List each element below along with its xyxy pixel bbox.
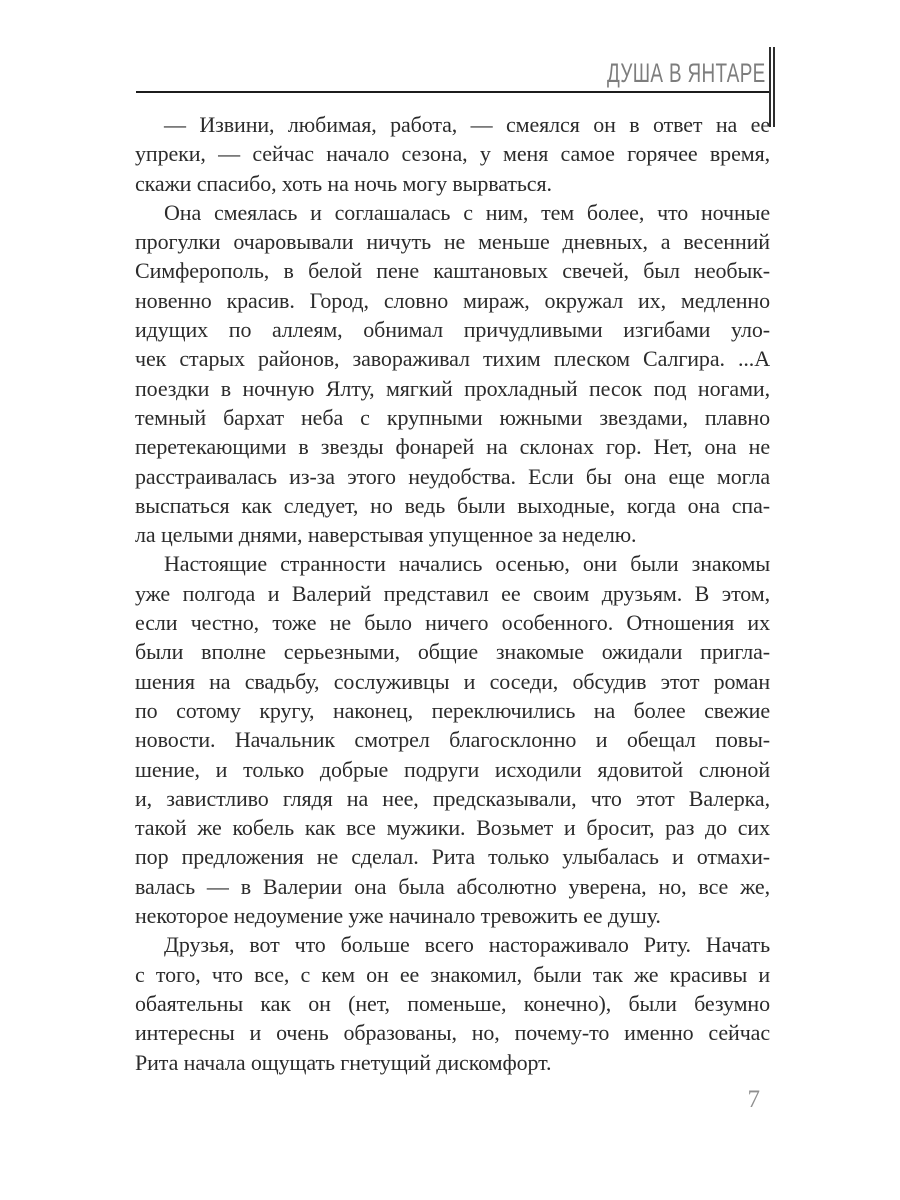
text-line: упреки, — сейчас начало сезона, у меня самое горячее время, <box>135 141 770 167</box>
text-line: Она смеялась и соглашалась с ним, тем более, что ночные <box>164 199 770 225</box>
text-line: интересны и очень образованы, но, почему-то именно сейчас <box>135 1020 770 1046</box>
text-line: поездки в ночную Ялту, мягкий прохладный песок под ногами, <box>135 375 770 401</box>
running-head-title: ДУША В ЯНТАРЕ <box>607 58 766 88</box>
text-line: новенно красив. Город, словно мираж, окружал их, медленно <box>135 287 770 313</box>
text-line: такой же кобель как все мужики. Возьмет и бросит, раз до сих <box>135 815 770 841</box>
paragraph <box>135 110 770 198</box>
text-line: темный бархат неба с крупными южными звездами, плавно <box>135 404 770 430</box>
text-line: некоторое недоумение уже начинало тревожить ее душу. <box>135 903 661 929</box>
text-line: уже полгода и Валерий представил ее своим друзьям. В этом, <box>135 580 770 606</box>
text-line: Настоящие странности начались осенью, они были знакомы <box>164 551 770 577</box>
text-line: по сотому кругу, наконец, переключились на более свежие <box>135 697 770 723</box>
text-body <box>135 110 770 1077</box>
text-line: с того, что все, с кем он ее знакомил, были так же красивы и <box>135 961 770 987</box>
paragraph <box>135 930 770 1076</box>
paragraph <box>135 549 770 930</box>
text-line: перетекающими в звезды фонарей на склонах гор. Нет, она не <box>135 434 770 460</box>
text-line: шение, и только добрые подруги исходили ядовитой слюной <box>135 756 770 782</box>
text-line: выспаться как следует, но ведь были выходные, когда она спа- <box>135 492 770 518</box>
text-line: шения на свадьбу, сослуживцы и соседи, обсудив этот роман <box>135 668 770 694</box>
paragraph <box>135 198 770 550</box>
text-line: идущих по аллеям, обнимал причудливыми изгибами уло- <box>135 317 770 343</box>
text-line: новости. Начальник смотрел благосклонно и обещал повы- <box>135 727 770 753</box>
text-line: — Извини, любимая, работа, — смеялся он в ответ на ее <box>164 112 770 137</box>
text-line: валась — в Валерии она была абсолютно уверена, но, все же, <box>135 873 770 899</box>
header-rule <box>136 91 770 93</box>
text-line: если честно, тоже не было ничего особенного. Отношения их <box>135 610 770 636</box>
text-line: скажи спасибо, хоть на ночь могу вырваться. <box>135 170 552 196</box>
text-line: прогулки очаровывали ничуть не меньше дневных, а весенний <box>135 229 770 255</box>
text-line: Друзья, вот что больше всего настораживало Риту. Начать <box>164 932 770 958</box>
text-line: расстраивалась из-за этого неудобства. Если бы она еще могла <box>135 463 770 489</box>
text-line: чек старых районов, завораживал тихим плеском Салгира. ...А <box>135 346 770 372</box>
text-line: были вполне серьезными, общие знакомые ожидали пригла- <box>135 639 770 665</box>
text-line: и, завистливо глядя на нее, предсказывали, что этот Валерка, <box>135 785 770 811</box>
page-number: 7 <box>747 1086 760 1113</box>
text-line: Симферополь, в белой пене каштановых свечей, был необык- <box>135 258 770 284</box>
text-line: Рита начала ощущать гнетущий дискомфорт. <box>135 1049 552 1075</box>
text-line: пор предложения не сделал. Рита только улыбалась и отмахи- <box>135 844 770 870</box>
text-line: ла целыми днями, наверстывая упущенное за неделю. <box>135 522 637 548</box>
text-line: обаятельны как он (нет, поменьше, конечно), были безумно <box>135 990 770 1016</box>
